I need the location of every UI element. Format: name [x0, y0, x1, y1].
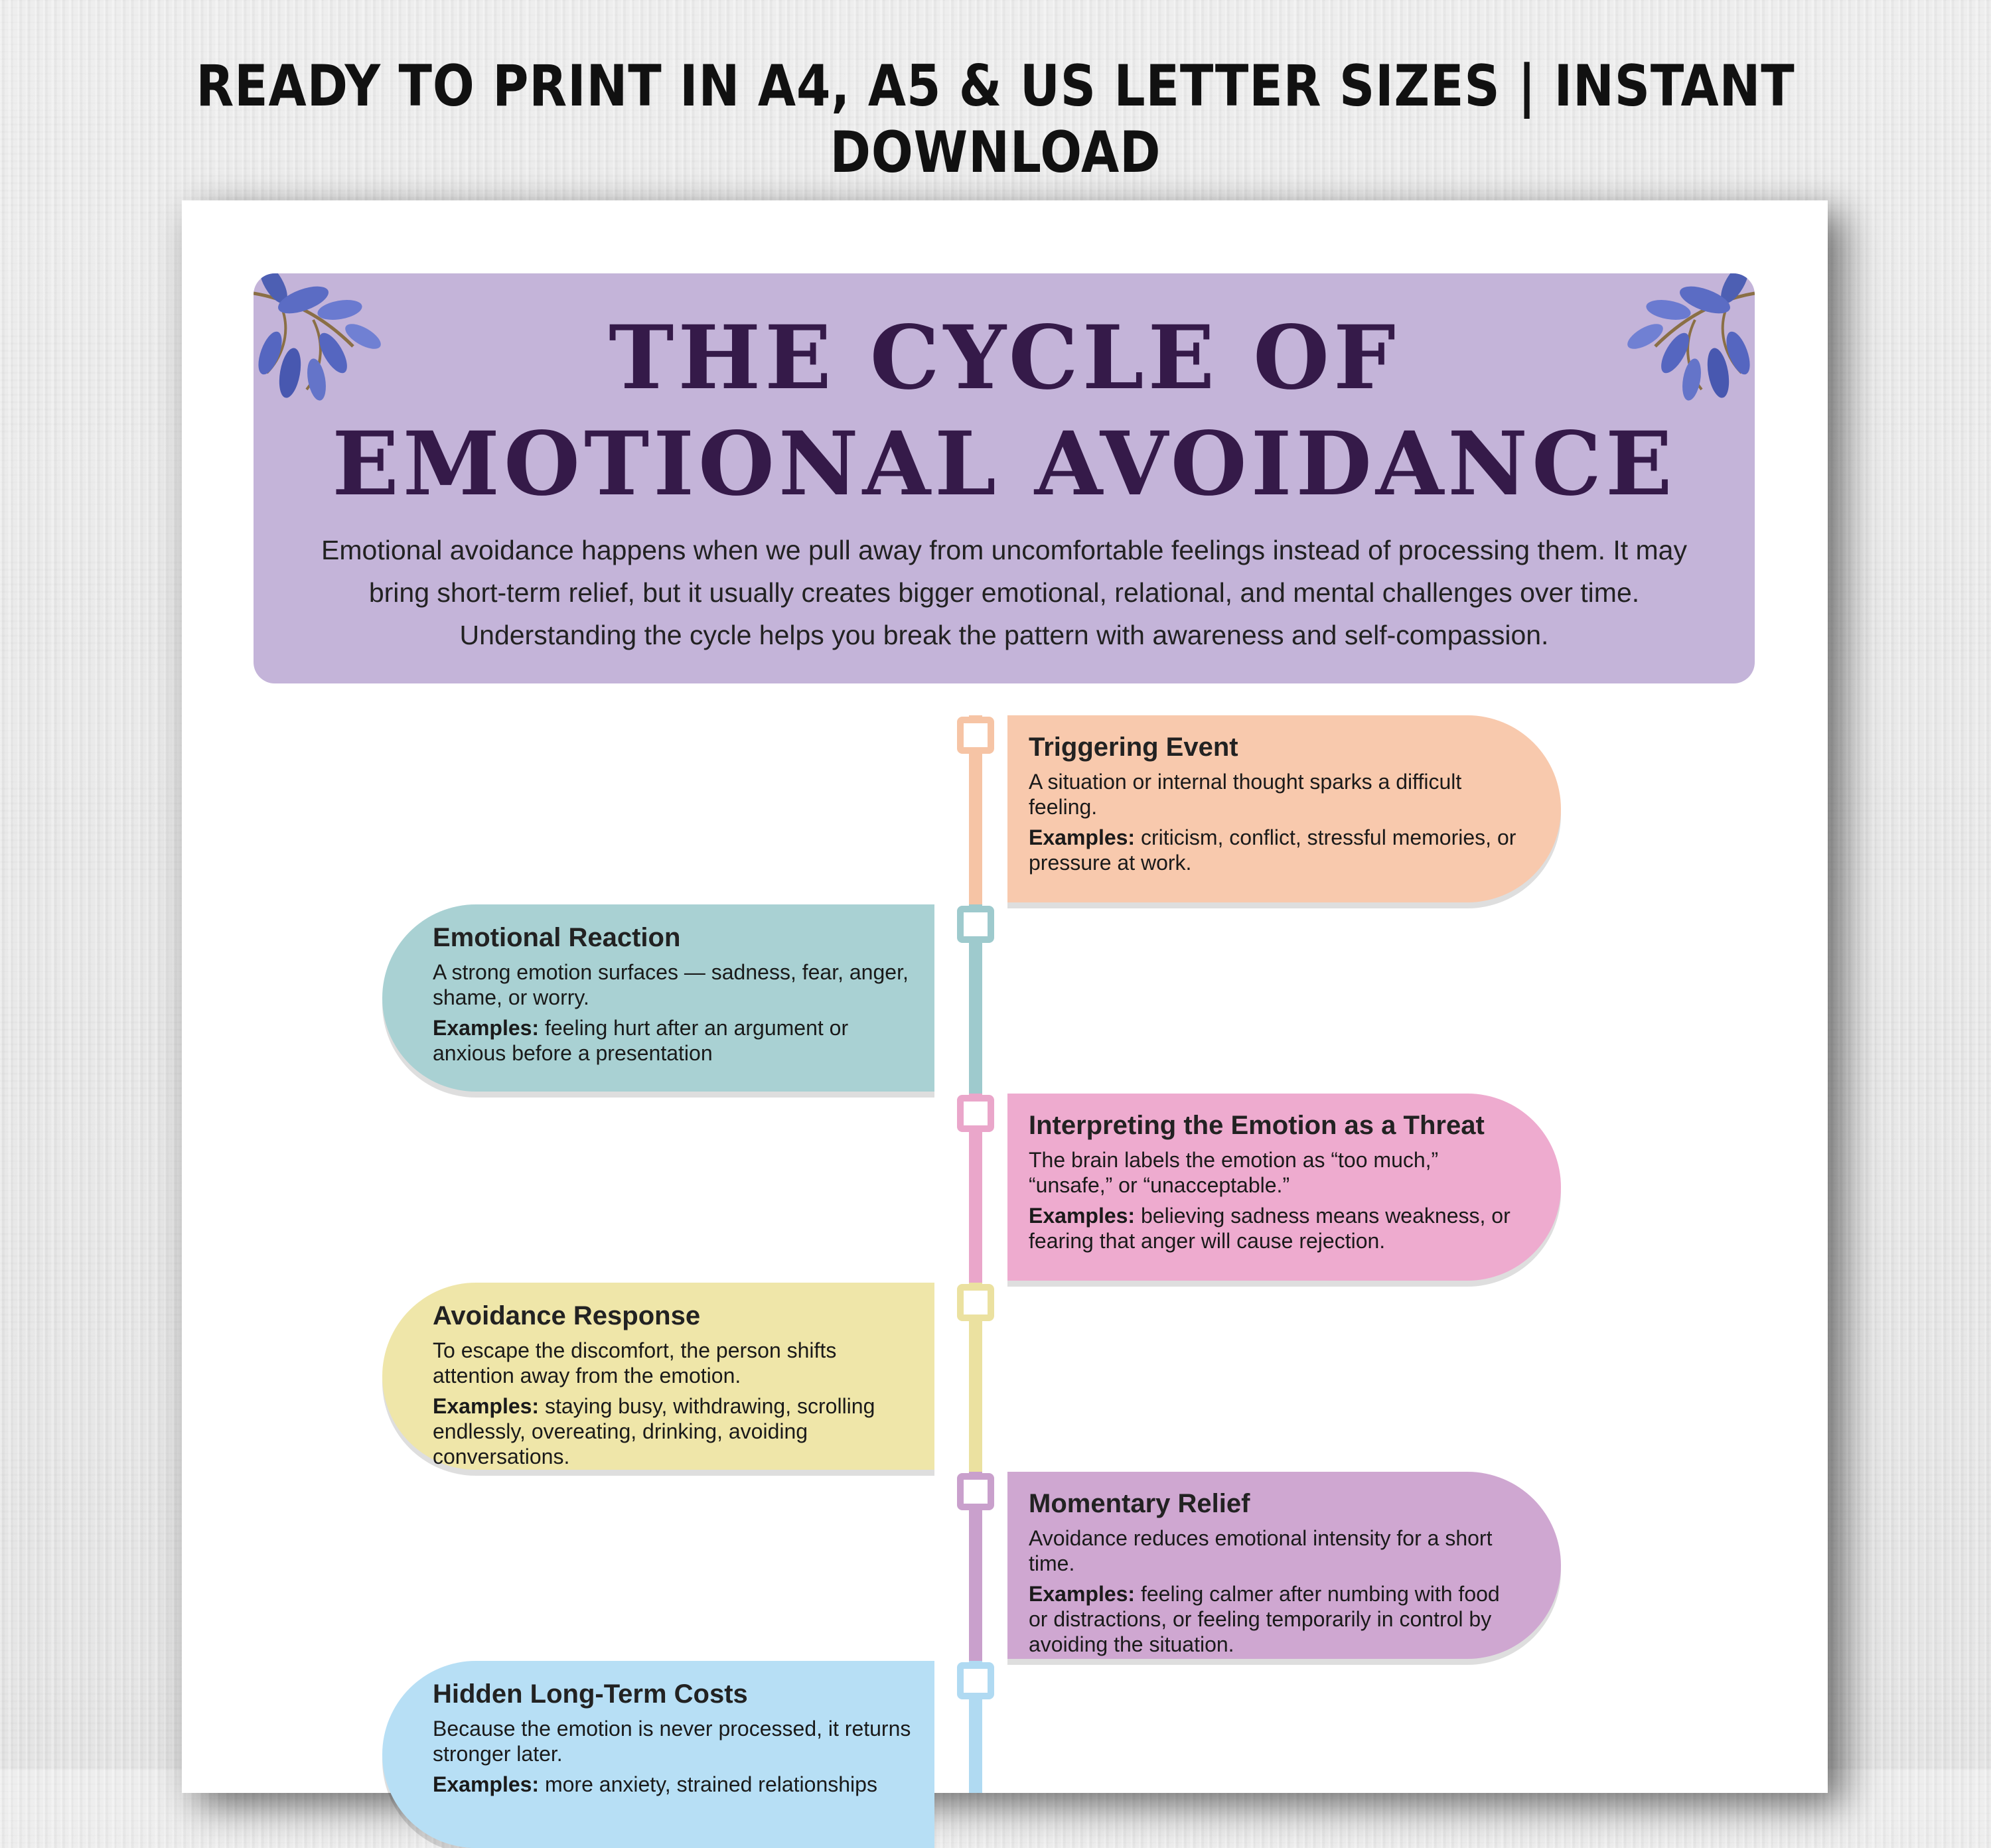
step-card-momentary-relief: [1007, 1472, 1561, 1659]
step-title: Interpreting the Emotion as a Threat: [1029, 1111, 1485, 1140]
step-title: Emotional Reaction: [433, 923, 681, 952]
step-card-avoidance-response: [382, 1283, 934, 1470]
step-title: Avoidance Response: [433, 1301, 701, 1330]
step-description: Because the emotion is never processed, it returns stronger later.: [433, 1717, 911, 1766]
timeline-node: [957, 1284, 994, 1321]
title-line-1: THE CYCLE OF: [609, 307, 1400, 409]
step-description: A strong emotion surfaces — sadness, fear, anger, shame, or worry.: [433, 960, 909, 1009]
step-description: The brain labels the emotion as “too much,” “unsafe,” or “unacceptable.”: [1029, 1148, 1439, 1197]
printable-sheet: [182, 200, 1828, 1796]
timeline-node: [957, 1095, 994, 1132]
timeline-node: [957, 1473, 994, 1510]
step-card-emotional-reaction: [382, 904, 934, 1092]
step-examples: Examples: staying busy, withdrawing, scrolling endlessly, overeating, drinking, avoiding conversations.: [433, 1394, 875, 1468]
step-description: Avoidance reduces emotional intensity for a short time.: [1029, 1526, 1493, 1575]
step-card-interpreting-threat: [1007, 1094, 1561, 1281]
title-line-2: EMOTIONAL AVOIDANCE: [332, 413, 1676, 516]
step-card-triggering-event: [1007, 715, 1561, 902]
step-examples: Examples: feeling calmer after numbing with food or distractions, or feeling temporarily in control by avoiding the situation.: [1029, 1582, 1500, 1656]
step-card-hidden-costs: [382, 1661, 934, 1848]
timeline-node: [957, 1662, 994, 1699]
step-description: To escape the discomfort, the person shifts attention away from the emotion.: [433, 1338, 837, 1387]
step-title: Hidden Long-Term Costs: [433, 1679, 748, 1709]
step-examples: Examples: feeling hurt after an argument or anxious before a presentation: [433, 1016, 849, 1065]
step-examples: Examples: more anxiety, strained relationships: [433, 1772, 877, 1796]
step-title: Triggering Event: [1029, 733, 1238, 762]
step-examples: Examples: believing sadness means weakness, or fearing that anger will cause rejection.: [1029, 1204, 1511, 1253]
step-description: A situation or internal thought sparks a difficult feeling.: [1029, 770, 1462, 819]
cycle-timeline: [182, 200, 1828, 1796]
step-examples: Examples: criticism, conflict, stressful memories, or pressure at work.: [1029, 825, 1516, 875]
intro-paragraph: Emotional avoidance happens when we pull away from uncomfortable feelings instead of processing them. It may bring short-term relief, but it usually creates bigger emotional, relational, and mental challenges over time. Understanding the cycle helps you break the pattern with awareness and self-compassion.: [321, 535, 1687, 650]
timeline-node: [957, 717, 994, 754]
banner-text: READY TO PRINT IN A4, A5 & US LETTER SIZES | INSTANT DOWNLOAD: [196, 53, 1795, 186]
step-title: Momentary Relief: [1029, 1489, 1250, 1518]
timeline-node: [957, 906, 994, 943]
